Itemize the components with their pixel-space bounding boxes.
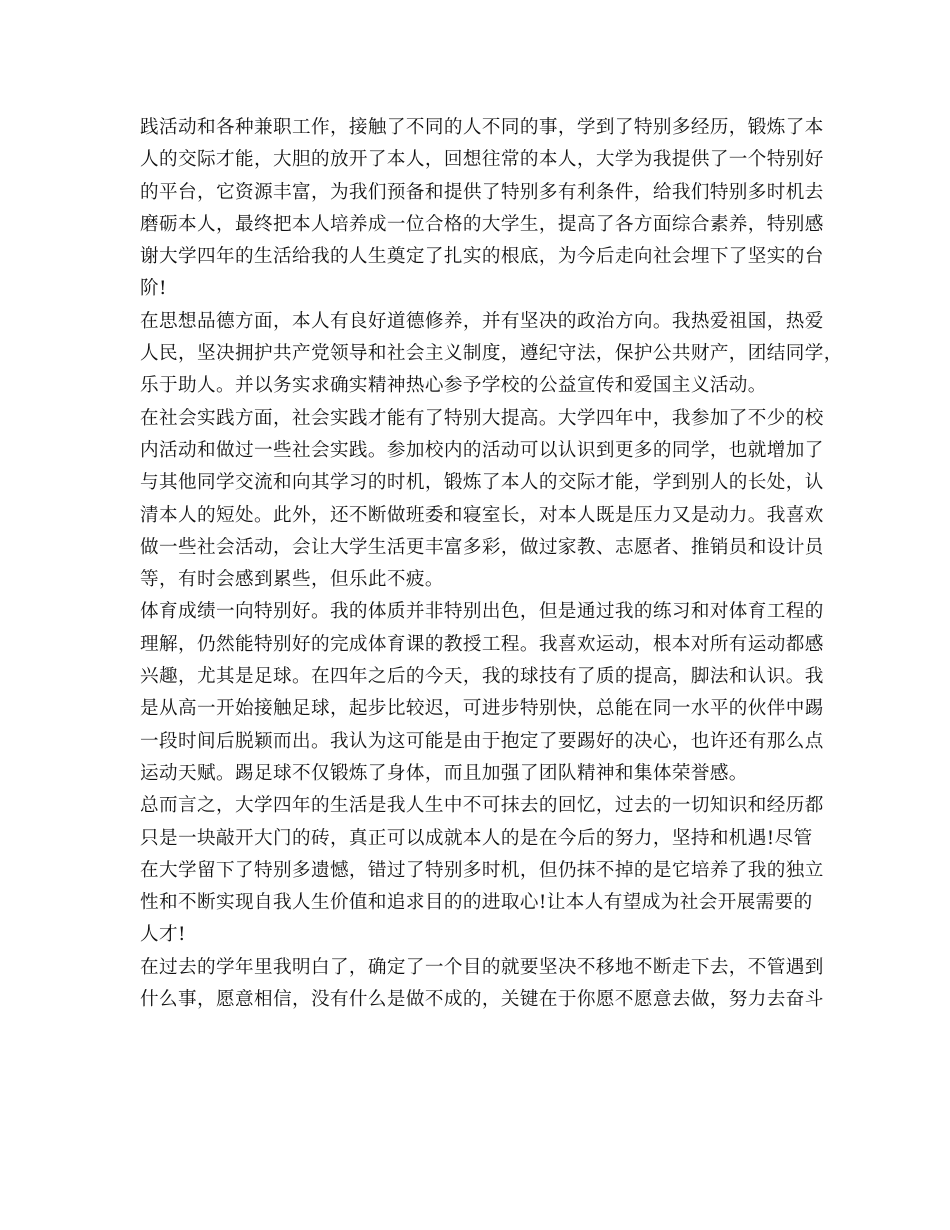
text-line: 践活动和各种兼职工作，接触了不同的人不同的事，学到了特别多经历，锻炼了本 <box>140 117 824 138</box>
document-body <box>140 112 843 1016</box>
text-line: 在社会实践方面，社会实践才能有了特别大提高。大学四年中，我参加了不少的校 <box>140 407 824 429</box>
text-line: 什么事，愿意相信，没有什么是做不成的，关键在于你愿不愿意去做，努力去奋斗 <box>140 989 824 1011</box>
text-line: 一段时间后脱颖而出。我认为这可能是由于抱定了要踢好的决心，也许还有那么点 <box>140 730 824 752</box>
text-line: 人民，坚决拥护共产党领导和社会主义制度，遵纪守法，保护公共财产，团结同学， <box>140 343 843 365</box>
text-line: 总而言之，大学四年的生活是我人生中不可抹去的回忆，过去的一切知识和经历都 <box>140 795 824 817</box>
text-line: 体育成绩一向特别好。我的体质并非特别出色，但是通过我的练习和对体育工程的 <box>140 601 824 623</box>
text-line: 在过去的学年里我明白了，确定了一个目的就要坚决不移地不断走下去，不管遇到 <box>140 956 824 978</box>
text-line: 性和不断实现自我人生价值和追求目的的进取心!让本人有望成为社会开展需要的 <box>140 892 813 914</box>
text-line: 内活动和做过一些社会实践。参加校内的活动可以认识到更多的同学，也就增加了 <box>140 439 824 461</box>
text-line: 阶! <box>140 278 167 300</box>
text-line: 在大学留下了特别多遗憾，错过了特别多时机，但仍抹不掉的是它培养了我的独立 <box>140 859 824 881</box>
text-line: 乐于助人。并以务实求确实精神热心参予学校的公益宣传和爱国主义活动。 <box>140 375 767 397</box>
text-line: 清本人的短处。此外，还不断做班委和寝室长，对本人既是压力又是动力。我喜欢 <box>140 504 824 526</box>
text-line: 运动天赋。踢足球不仅锻炼了身体，而且加强了团队精神和集体荣誉感。 <box>140 762 748 784</box>
text-line: 人的交际才能，大胆的放开了本人，回想往常的本人，大学为我提供了一个特别好 <box>140 149 824 171</box>
text-line: 兴趣，尤其是足球。在四年之后的今天，我的球技有了质的提高，脚法和认识。我 <box>140 666 824 688</box>
text-line: 理解，仍然能特别好的完成体育课的教授工程。我喜欢运动，根本对所有运动都感 <box>140 633 824 655</box>
text-line: 人才! <box>140 924 186 946</box>
text-line: 等，有时会感到累些，但乐此不疲。 <box>140 569 444 591</box>
text-line: 只是一块敲开大门的砖，真正可以成就本人的是在今后的努力，坚持和机遇!尽管 <box>140 827 813 849</box>
text-line: 做一些社会活动，会让大学生活更丰富多彩，做过家教、志愿者、推销员和设计员 <box>140 536 824 558</box>
text-line: 的平台，它资源丰富，为我们预备和提供了特别多有利条件，给我们特别多时机去 <box>140 181 824 203</box>
text-line: 谢大学四年的生活给我的人生奠定了扎实的根底，为今后走向社会埋下了坚实的台 <box>140 246 824 268</box>
text-line: 与其他同学交流和向其学习的时机，锻炼了本人的交际才能，学到别人的长处，认 <box>140 472 824 494</box>
text-line: 是从高一开始接触足球，起步比较迟，可进步特别快，总能在同一水平的伙伴中踢 <box>140 698 824 720</box>
text-line: 磨砺本人，最终把本人培养成一位合格的大学生，提高了各方面综合素养，特别感 <box>140 213 824 235</box>
text-line: 在思想品德方面，本人有良好道德修养，并有坚决的政治方向。我热爱祖国，热爱 <box>140 310 824 332</box>
